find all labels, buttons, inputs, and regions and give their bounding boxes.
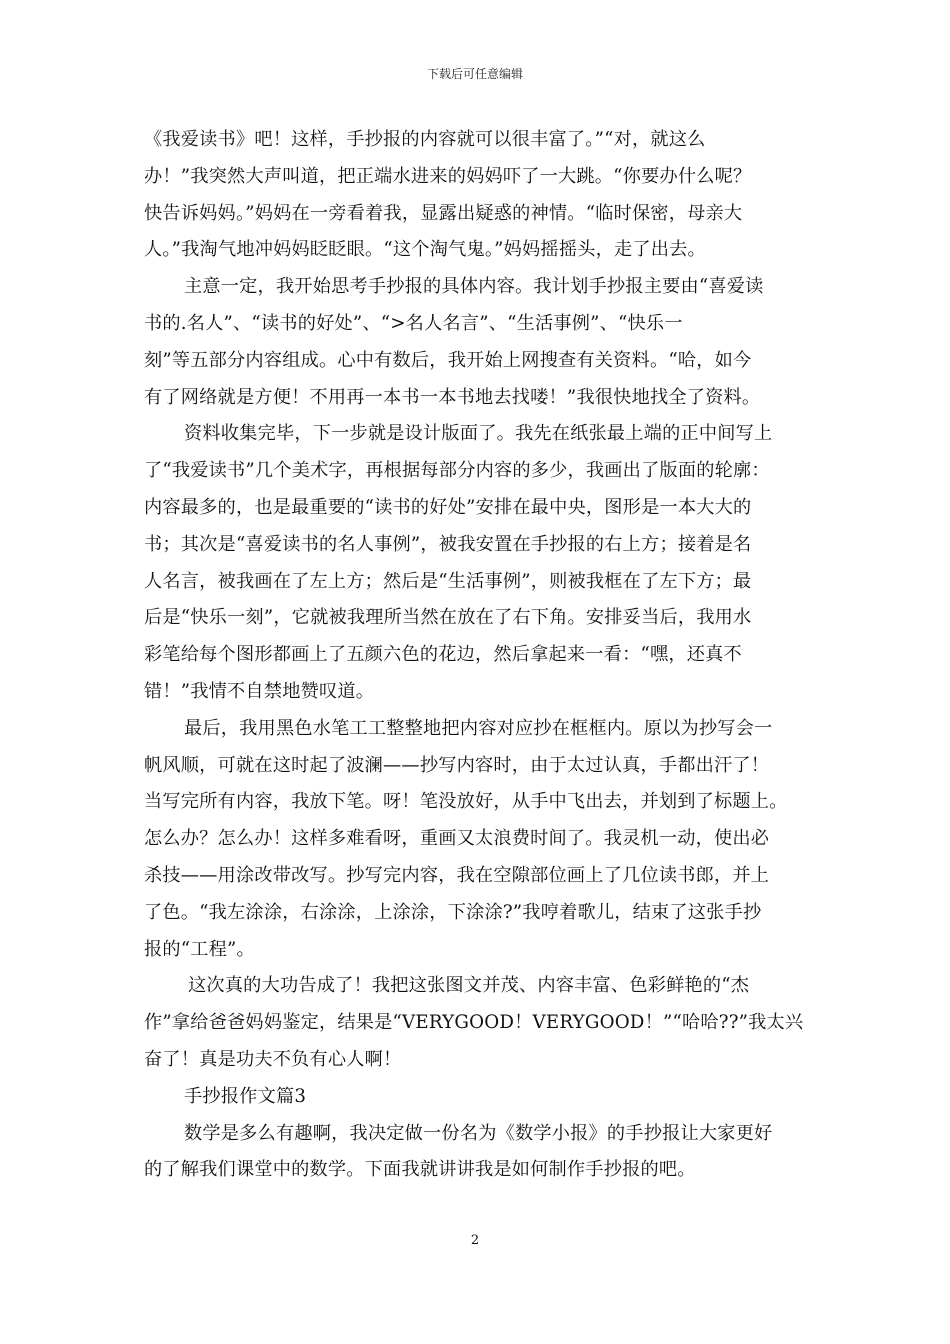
document-body bbox=[144, 122, 812, 1189]
section-heading: 手抄报作文篇3 bbox=[184, 1085, 307, 1107]
paragraph-start-line: 主意一定，我开始思考手抄报的具体内容。我计划手抄报主要由“喜爱读 bbox=[184, 276, 764, 298]
text-line: 奋了！真是功夫不负有心人啊！ bbox=[144, 1048, 402, 1070]
text-line: 刻”等五部分内容组成。心中有数后，我开始上网搜查有关资料。“哈，如今 bbox=[144, 349, 752, 371]
text-line: 快告诉妈妈。”妈妈在一旁看着我，显露出疑惑的神情。“临时保密，母亲大 bbox=[144, 202, 743, 224]
text-line: 怎么办？怎么办！这样多难看呀，重画又太浪费时间了。我灵机一动，使出必 bbox=[144, 828, 770, 850]
text-line: 彩笔给每个图形都画上了五颜六色的花边，然后拿起来一看：“嘿，还真不 bbox=[144, 644, 742, 666]
text-line: 办！”我突然大声叫道，把正端水进来的妈妈吓了一大跳。“你要办什么呢？ bbox=[144, 165, 752, 187]
text-line: 有了网络就是方便！不用再一本书一本书地去找喽！”我很快地找全了资料。 bbox=[144, 386, 761, 408]
text-line: 人名言，被我画在了左上方；然后是“生活事例”，则被我框在了左下方；最 bbox=[144, 570, 752, 592]
text-line: 内容最多的，也是最重要的“读书的好处”安排在最中央，图形是一本大大的 bbox=[144, 496, 752, 518]
text-line: 帆风顺，可就在这时起了波澜——抄写内容时，由于太过认真，手都出汗了！ bbox=[144, 754, 770, 776]
text-line: 报的“工程”。 bbox=[144, 938, 255, 960]
paragraph-start-line: 数学是多么有趣啊，我决定做一份名为《数学小报》的手抄报让大家更好 bbox=[184, 1122, 773, 1144]
text-line: 当写完所有内容，我放下笔。呀！笔没放好，从手中飞出去，并划到了标题上。 bbox=[144, 791, 788, 813]
paragraph-start-line: 这次真的大功告成了！我把这张图文并茂、内容丰富、色彩鲜艳的“杰 bbox=[188, 975, 750, 997]
text-line: 了色。“我左涂涂，右涂涂，上涂涂，下涂涂?”我哼着歌儿，结束了这张手抄 bbox=[144, 901, 762, 923]
text-line: 杀技——用涂改带改写。抄写完内容，我在空隙部位画上了几位读书郎，并上 bbox=[144, 864, 770, 886]
text-line: 错！”我情不自禁地赞叹道。 bbox=[144, 680, 375, 702]
page-number: 2 bbox=[470, 1233, 480, 1248]
text-line: 作”拿给爸爸妈妈鉴定，结果是“VERYGOOD！VERYGOOD！”“哈哈??”我太兴 bbox=[144, 1012, 804, 1034]
paragraph-start-line: 最后，我用黑色水笔工工整整地把内容对应抄在框框内。原以为抄写会一 bbox=[184, 717, 773, 739]
text-line: 的了解我们课堂中的数学。下面我就讲讲我是如何制作手抄报的吧。 bbox=[144, 1159, 696, 1181]
text-line: 了“我爱读书”几个美术字，再根据每部分内容的多少，我画出了版面的轮廓： bbox=[144, 460, 770, 482]
paragraph-start-line: 资料收集完毕，下一步就是设计版面了。我先在纸张最上端的正中间写上 bbox=[184, 423, 773, 445]
text-line: 后是“快乐一刻”，它就被我理所当然在放在了右下角。安排妥当后，我用水 bbox=[144, 607, 752, 629]
text-line: 人。”我淘气地冲妈妈眨眨眼。“这个淘气鬼。”妈妈摇摇头，走了出去。 bbox=[144, 239, 706, 261]
text-line: 《我爱读书》吧！这样，手抄报的内容就可以很丰富了。”“对，就这么 bbox=[144, 129, 706, 150]
text-line: 书；其次是“喜爱读书的名人事例”，被我安置在手抄报的右上方；接着是名 bbox=[144, 533, 752, 555]
page-header: 下载后可任意编辑 bbox=[426, 67, 523, 81]
text-line: 书的.名人”、“读书的好处”、“>名人名言”、“生活事例”、“快乐一 bbox=[144, 312, 683, 334]
